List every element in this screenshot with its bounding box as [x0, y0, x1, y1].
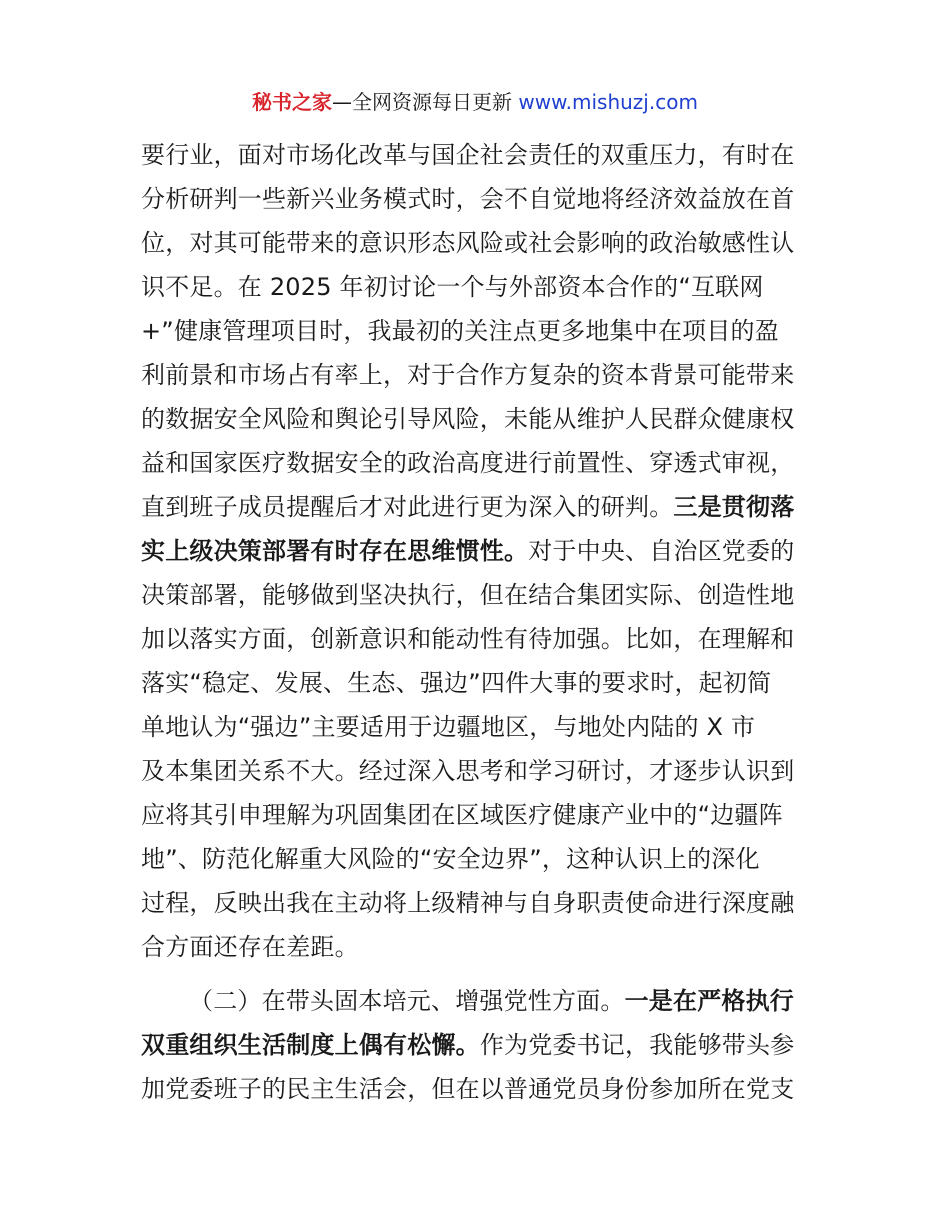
bold-heading-run: 双重组织生活制度上偶有松懈。 [141, 1031, 480, 1059]
bold-heading-run: 一是在严格执行 [624, 987, 795, 1015]
text-line: 决策部署，能够做到坚决执行，但在结合集团实际、创造性地 [141, 581, 795, 609]
text-line: 应将其引申理解为巩固集团在区域医疗健康产业中的“边疆阵 [141, 801, 783, 829]
text-line: 识不足。在 2025 年初讨论一个与外部资本合作的“互联网 [141, 273, 764, 301]
paragraph-1 [141, 133, 809, 969]
text-line [141, 979, 809, 1023]
text-line: 要行业，面对市场化改革与国企社会责任的双重压力，有时在 [141, 141, 795, 169]
header-tagline: —全网资源每日更新 [332, 90, 519, 114]
page-header [0, 86, 950, 118]
document-body [141, 133, 809, 1111]
text-line: 的数据安全风险和舆论引导风险，未能从维护人民群众健康权 [141, 405, 795, 433]
header-brand: 秘书之家 [252, 90, 333, 114]
text-line [141, 529, 809, 573]
text-line: 过程，反映出我在主动将上级精神与自身职责使命进行深度融 [141, 889, 795, 917]
text-line: 益和国家医疗数据安全的政治高度进行前置性、穿透式审视， [141, 449, 795, 477]
text-line [141, 485, 809, 529]
text-run: （二）在带头固本培元、增强党性方面。 [189, 987, 625, 1015]
paragraph-spacer [141, 969, 809, 979]
text-line: 及本集团关系不大。经过深入思考和学习研讨，才逐步认识到 [141, 757, 795, 785]
paragraph-2 [141, 979, 809, 1111]
bold-heading-run: 三是贯彻落 [673, 493, 795, 521]
bold-heading-run: 实上级决策部署有时存在思维惯性。 [141, 537, 529, 565]
text-line: 加党委班子的民主生活会，但在以普通党员身份参加所在党支 [141, 1075, 795, 1103]
text-line: 利前景和市场占有率上，对于合作方复杂的资本背景可能带来 [141, 361, 795, 389]
text-line: 位，对其可能带来的意识形态风险或社会影响的政治敏感性认 [141, 229, 795, 257]
text-line: 分析研判一些新兴业务模式时，会不自觉地将经济效益放在首 [141, 185, 795, 213]
text-line: 合方面还存在差距。 [141, 933, 359, 961]
text-line: 单地认为“强边”主要适用于边疆地区，与地处内陆的 X 市 [141, 713, 756, 741]
text-run: 直到班子成员提醒后才对此进行更为深入的研判。 [141, 493, 674, 521]
text-line: 加以落实方面，创新意识和能动性有待加强。比如，在理解和 [141, 625, 795, 653]
text-line: +”健康管理项目时，我最初的关注点更多地集中在项目的盈 [141, 317, 779, 345]
text-line: 落实“稳定、发展、生态、强边”四件大事的要求时，起初简 [141, 669, 772, 697]
text-run: 对于中央、自治区党委的 [528, 537, 795, 565]
header-url-link[interactable]: www.mishuzj.com [518, 90, 698, 114]
text-run: 作为党委书记，我能够带头参 [479, 1031, 795, 1059]
text-line: 地”、防范化解重大风险的“安全边界”，这种认识上的深化 [141, 845, 760, 873]
text-line [141, 1023, 809, 1067]
